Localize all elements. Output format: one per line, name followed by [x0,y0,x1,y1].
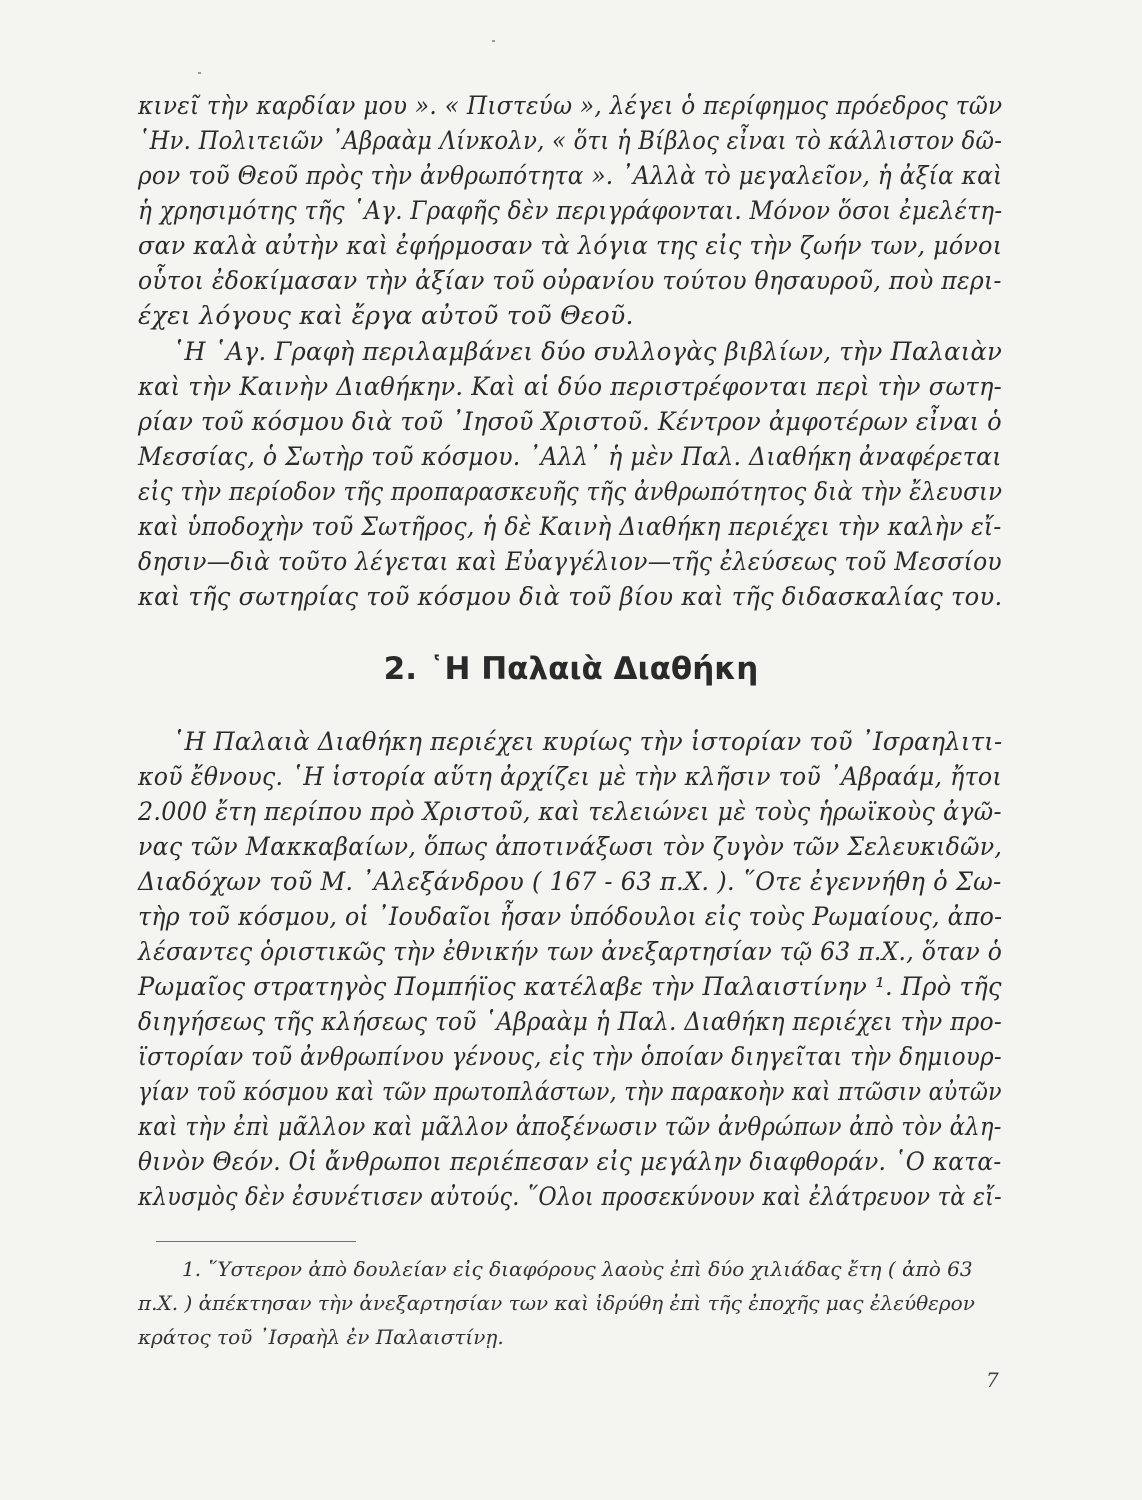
text-line: καὶ τὴν Καινὴν Διαθήκην. Καὶ αἱ δύο περιστρέφονται περὶ τὴν σωτη- [138,372,1003,401]
text-line: καὶ ὑποδοχὴν τοῦ Σωτῆρος, ἡ δὲ Καινὴ Διαθήκη περιέχει τὴν καλὴν εἴ- [138,512,1002,541]
print-speck [198,72,201,74]
section-heading [0,649,1142,689]
text-line: θινὸν Θεόν. Οἱ ἄνθρωποι περιέπεσαν εἰς μεγάλην διαφθοράν. ῾Ο κατα- [138,1147,1002,1176]
text-line: κλυσμὸς δὲν ἐσυνέτισεν αὐτούς. ῞Ολοι προσεκύνουν καὶ ἐλάτρευον τὰ εἴ- [138,1182,1002,1211]
text-line: λέσαντες ὁριστικῶς τὴν ἐθνικήν των ἀνεξαρτησίαν τῷ 63 π.Χ., ὅταν ὁ [138,937,1003,966]
text-line: ῾Η Παλαιὰ Διαθήκη περιέχει κυρίως τὴν ἱστορίαν τοῦ ᾿Ισραηλιτι- [172,727,1003,756]
text-line: κινεῖ τὴν καρδίαν μου ». « Πιστεύω », λέγει ὁ περίφημος πρόεδρος τῶν [138,91,1003,120]
text-line: νας τῶν Μακκαβαίων, ὅπως ἀποτινάξωσι τὸν ζυγὸν τῶν Σελευκιδῶν, [138,832,1003,861]
text-line: εἰς τὴν περίοδον τῆς προπαρασκευῆς τῆς ἀνθρωπότητος διὰ τὴν ἔλευσιν [138,477,1003,506]
footnote-line: π.Χ. ) ἀπέκτησαν τὴν ἀνεξαρτησίαν των καὶ ἱδρύθη ἐπὶ τῆς ἐποχῆς μας ἐλεύθερον [138,1291,975,1315]
text-line: δησιν—διὰ τοῦτο λέγεται καὶ Εὐαγγέλιον—τῆς ἐλεύσεως τοῦ Μεσσίου [138,547,1002,576]
text-line: Μεσσίας, ὁ Σωτὴρ τοῦ κόσμου. ᾿Αλλ᾿ ἡ μὲν Παλ. Διαθήκη ἀναφέρεται [138,442,1002,471]
text-line: ῾Η ῾Αγ. Γραφὴ περιλαμβάνει δύο συλλογὰς βιβλίων, τὴν Παλαιὰν [172,337,1003,366]
text-line: ϊστορίαν τοῦ ἀνθρωπίνου γένους, εἰς τὴν ὁποίαν διηγεῖται τὴν δημιουρ- [138,1042,1002,1071]
text-line: Ρωμαῖος στρατηγὸς Πομπήϊος κατέλαβε τὴν Παλαιστίνην ¹. Πρὸ τῆς [138,972,1002,1001]
text-line: γίαν τοῦ κόσμου καὶ τῶν πρωτοπλάστων, τὴν παρακοὴν καὶ πτῶσιν αὐτῶν [138,1077,1002,1106]
footnote-divider [156,1241,356,1242]
print-speck [492,40,495,42]
text-line: καὶ τῆς σωτηρίας τοῦ κόσμου διὰ τοῦ βίου καὶ τῆς διδασκαλίας του. [138,582,1003,611]
text-line: διηγήσεως τῆς κλήσεως τοῦ ῾Αβραὰμ ἡ Παλ. Διαθήκη περιέχει τὴν προ- [138,1007,1002,1036]
text-line: ἡ χρησιμότης τῆς ῾Αγ. Γραφῆς δὲν περιγράφονται. Μόνον ὅσοι ἐμελέτη- [138,196,1003,225]
text-line: ρον τοῦ Θεοῦ πρὸς τὴν ἀνθρωπότητα ». ᾿Αλλὰ τὸ μεγαλεῖον, ἡ ἀξία καὶ [138,161,1003,190]
text-line: οὗτοι ἐδοκίμασαν τὴν ἀξίαν τοῦ οὐρανίου τούτου θησαυροῦ, ποὺ περι- [138,266,1002,295]
text-line: 2.000 ἔτη περίπου πρὸ Χριστοῦ, καὶ τελειώνει μὲ τοὺς ἡρωϊκοὺς ἀγῶ- [138,797,1002,826]
page-number: 7 [986,1368,999,1392]
text-line: Διαδόχων τοῦ Μ. ᾿Αλεξάνδρου ( 167 - 63 π.Χ. ). ῞Οτε ἐγεννήθη ὁ Σω- [138,867,1002,896]
section-title: ῾Η Παλαιὰ Διαθήκη [428,651,759,687]
text-line: κοῦ ἔθνους. ῾Η ἱστορία αὕτη ἀρχίζει μὲ τὴν κλῆσιν τοῦ ᾿Αβραάμ, ἤτοι [138,762,1002,791]
text-line: τὴρ τοῦ κόσμου, οἱ ᾿Ιουδαῖοι ἦσαν ὑπόδουλοι εἰς τοὺς Ρωμαίους, ἀπο- [138,902,1003,931]
text-line: ρίαν τοῦ κόσμου διὰ τοῦ ᾿Ιησοῦ Χριστοῦ. Κέντρον ἀμφοτέρων εἶναι ὁ [138,407,1002,436]
text-line: έχει λόγους καὶ ἔργα αὐτοῦ τοῦ Θεοῦ. [138,301,634,330]
text-line: σαν καλὰ αὐτὴν καὶ ἐφήρμοσαν τὰ λόγια της εἰς τὴν ζωήν των, μόνοι [138,231,1003,260]
text-line: καὶ τὴν ἐπὶ μᾶλλον καὶ μᾶλλον ἀποξένωσιν τῶν ἀνθρώπων ἀπὸ τὸν ἀλη- [138,1112,1002,1141]
footnote-line: κράτος τοῦ ᾿Ισραὴλ ἐν Παλαιστίνῃ. [138,1325,504,1349]
section-number: 2. [383,651,417,687]
text-line: ῾Ην. Πολιτειῶν ᾿Αβραὰμ Λίνκολν, « ὅτι ἡ Βίβλος εἶναι τὸ κάλλιστον δῶ- [138,126,1003,155]
footnote-line: 1. ῞Υστερον ἀπὸ δουλείαν εἰς διαφόρους λαοὺς ἐπὶ δύο χιλιάδας ἔτη ( ἀπὸ 63 [182,1257,973,1281]
